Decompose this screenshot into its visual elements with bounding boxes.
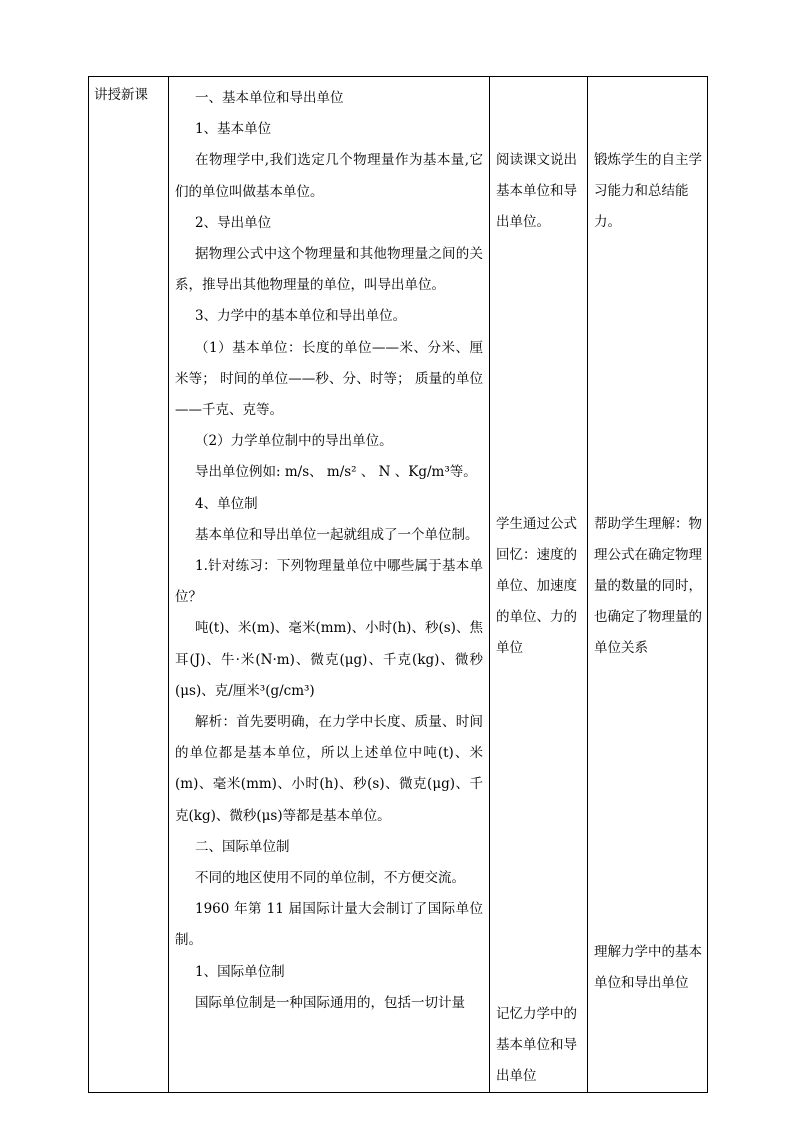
paragraph-unit-system: 基本单位和导出单位一起就组成了一个单位制。 (195, 526, 479, 543)
subheading-derived-units: 2、导出单位 (195, 214, 272, 231)
exercise-unit-list: 吨(t)、米(m)、毫米(mm)、小时(h)、秒(s)、焦耳(J)、牛·米(N·m)、微克(μg)、千克(kg)、微秒(μs)、克/厘米³(g/cm³) (175, 620, 483, 699)
paragraph-derived-unit-heading: （2）力学单位制中的导出单位。 (195, 433, 393, 450)
design-intent-2: 帮助学生理解：物理公式在确定物理量的数量的同时，也确定了物理量的单位关系 (594, 515, 702, 657)
subheading-si: 1、国际单位制 (195, 963, 285, 980)
student-activity-cell (490, 77, 588, 1093)
paragraph-different-systems: 不同的地区使用不同的单位制，不方便交流。 (195, 870, 465, 887)
exercise-analysis: 解析：首先要明确，在力学中长度、质量、时间的单位都是基本单位，所以上述单位中吨(t)、米(m)、毫米(mm)、小时(h)、秒(s)、微克(μg)、千克(kg)、微秒(μs)等都是基本单位。 (175, 714, 483, 824)
paragraph-derived-units: 据物理公式中这个物理量和其他物理量之间的关系，推导出其他物理量的单位，叫导出单位。 (175, 246, 483, 294)
paragraph-si-definition: 国际单位制是一种国际通用的，包括一切计量 (195, 994, 465, 1011)
section-heading-1: 一、基本单位和导出单位 (195, 90, 344, 106)
design-intent-cell (588, 77, 708, 1093)
subheading-base-units: 1、基本单位 (195, 121, 272, 138)
paragraph-base-unit-examples: （1）基本单位：长度的单位——米、分米、厘米等； 时间的单位——秒、分、时等； 质量的单位——千克、克等。 (175, 339, 483, 419)
teaching-content-cell (169, 77, 490, 1093)
paragraph-derived-unit-examples: 导出单位例如: m/s、 m/s² 、 N 、Kg/m³等。 (195, 464, 477, 481)
paragraph-base-units: 在物理学中,我们选定几个物理量作为基本量,它们的单位叫做基本单位。 (175, 152, 483, 200)
subheading-mechanics-units: 3、力学中的基本单位和导出单位。 (195, 308, 407, 325)
student-activity-1: 阅读课文说出基本单位和导出单位。 (496, 152, 577, 231)
subheading-unit-system: 4、单位制 (195, 495, 258, 512)
table-row (89, 77, 708, 1093)
section-heading-2: 二、国际单位制 (195, 838, 290, 855)
design-intent-1: 锻炼学生的自主学习能力和总结能力。 (594, 152, 702, 231)
student-activity-2: 学生通过公式回忆：速度的单位、加速度的单位、力的单位 (496, 515, 577, 657)
row-label: 讲授新课 (94, 87, 148, 103)
exercise-question: 1.针对练习：下列物理量单位中哪些属于基本单位？ (175, 558, 483, 606)
row-label-cell (89, 77, 169, 1093)
paragraph-si-history: 1960 年第 11 届国际计量大会制订了国际单位制。 (175, 901, 483, 949)
lesson-table (88, 76, 708, 1093)
design-intent-3: 理解力学中的基本单位和导出单位 (594, 943, 702, 991)
student-activity-3: 记忆力学中的基本单位和导出单位 (496, 1005, 577, 1085)
